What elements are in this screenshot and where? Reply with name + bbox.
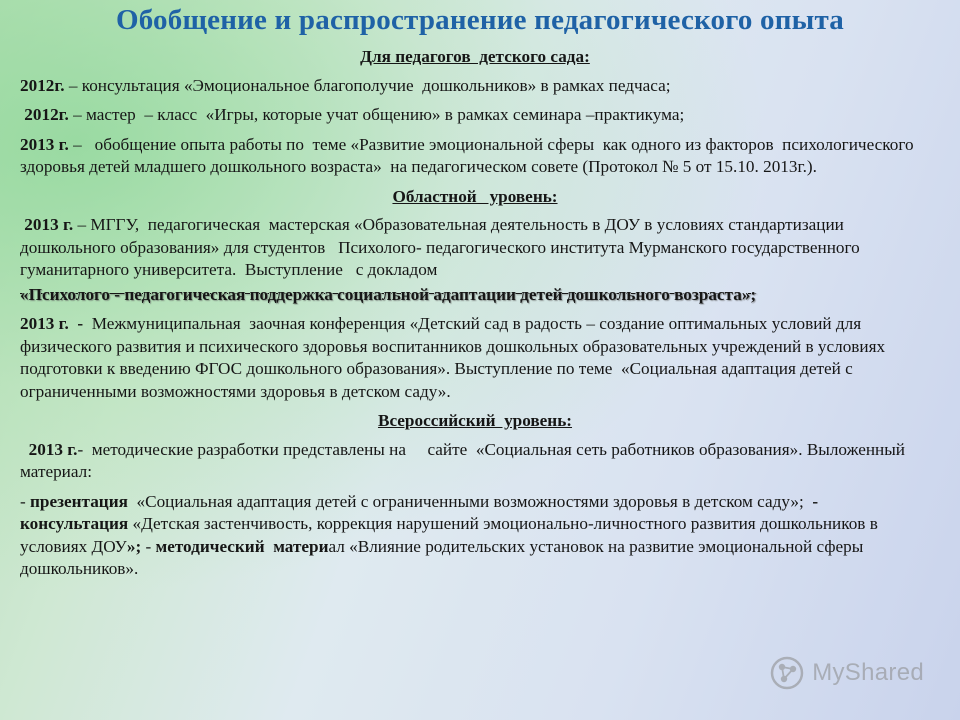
paragraph-national-2 (20, 491, 930, 581)
text-fragment: «Социальная адаптация детей с ограниченными возможностями здоровья в детском саду»; (127, 491, 813, 511)
section-heading-regional: Областной уровень: (392, 186, 558, 206)
watermark-text: MyShared (812, 659, 924, 686)
paragraph-kindergarten-3 (20, 134, 930, 179)
paragraph-regional-highlight (20, 284, 930, 307)
paragraph-regional-2 (20, 313, 930, 403)
text-fragment: - (141, 536, 156, 556)
watermark (770, 656, 924, 690)
year-label: 2012г. (24, 105, 69, 124)
paragraph-kindergarten-2 (20, 104, 930, 127)
text-fragment: «Детская застенчивость, коррекция нарушений эмоционально-личностного развития дошкольников в условиях ДОУ (20, 514, 883, 556)
material-type-methodical: методический матери (155, 536, 329, 556)
paragraph-kindergarten-1 (20, 75, 930, 98)
year-label: 2013 г. (20, 134, 69, 154)
text-fragment: ал «Влияние родительских установок на развитие эмоциональной сферы дошкольников». (20, 536, 868, 578)
paragraph-text: – обобщение опыта работы по теме «Развитие эмоциональной сферы как одного из факторов психологического здоровья детей младшего дошкольного возраста» на педагогическом совете (Протокол № 5 от 15.10. 2013г.). (20, 134, 918, 176)
paragraph-text: – мастер – класс «Игры, которые учат общению» в рамках семинара –практикума; (68, 105, 685, 124)
year-label: 2013 г. (24, 215, 74, 234)
paragraph-text: – МГГУ, педагогическая мастерская «Образовательная деятельность в ДОУ в условиях стандартизации дошкольного образования» для студентов Психолого- педагогического института Мурманского государственного гуманитарного университета. Выступление с докладом (20, 215, 865, 279)
section-heading-kindergarten: Для педагогов детского сада: (360, 47, 590, 66)
slide-content (20, 46, 930, 588)
myshared-logo-icon (770, 656, 804, 690)
report-title-highlight: «Психолого - педагогическая поддержка социальной адаптации детей дошкольного возраста»; (20, 284, 757, 304)
section-heading-national: Всероссийский уровень: (377, 411, 573, 430)
text-fragment-bold: »; (126, 536, 142, 556)
paragraph-text: - методические разработки представлены на сайте «Социальная сеть работников образования». Выложенный материал: (20, 439, 910, 481)
year-label: 2013 г. - (20, 314, 84, 333)
material-type-consultation: - консультация (20, 491, 823, 533)
paragraph-national-1 (20, 439, 930, 484)
material-type-presentation: презентация (30, 491, 128, 511)
paragraph-text: – консультация «Эмоциональное благополучие дошкольников» в рамках педчаса; (64, 75, 671, 95)
year-label: 2013 г. (28, 439, 78, 459)
year-label: 2012г. (20, 75, 65, 95)
page-title: Обобщение и распространение педагогического опыта (115, 4, 844, 36)
paragraph-regional-1 (20, 214, 930, 282)
paragraph-text: Межмуниципальная заочная конференция «Детский сад в радость – создание оптимальных условий для физического развития и психического здоровья воспитанников дошкольных образовательных учреждений в условиях подготовки к введению ФГОС дошкольного образования». Выступление по теме «Социальная адаптация детей с ограниченными возможностями здоровья в детском саду». (20, 314, 890, 401)
indent (20, 440, 29, 459)
text-fragment: - (20, 491, 31, 511)
